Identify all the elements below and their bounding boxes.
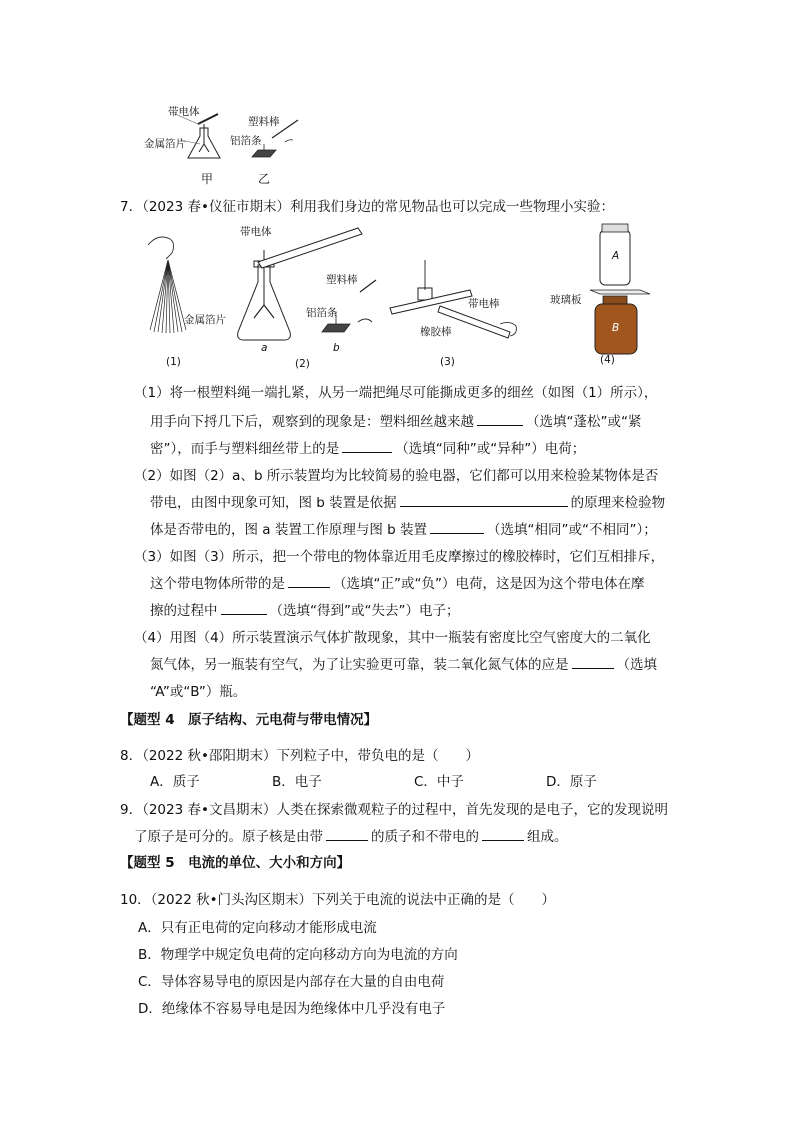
q7-blank-5[interactable] [288,574,330,588]
type4-heading: 【题型 4 原子结构、元电荷与带电情况】 [120,712,378,728]
top-label-jia: 甲 [201,172,214,186]
q7-p1-line3b: （选填“同种”或“异种”）电荷； [395,441,586,457]
q7-p4-line2b: （选填 [616,657,657,673]
top-figure [140,100,320,190]
q7-fig-charged-rod: 带电棒 [468,298,500,310]
q7-fig-foil-strip: 铝箔条 [306,307,338,319]
q8-stem: 8．（2022 秋•邵阳期末）下列粒子中，带负电的是（ ） [120,748,479,764]
q7-fig-sub-b: b [333,342,340,354]
q10-option-d[interactable]: D．绝缘体不容易导电是因为绝缘体中几乎没有电子 [138,1001,446,1017]
q7-p2-line2 [150,493,665,513]
q7-blank-4[interactable] [430,520,484,534]
top-label-foil-strip: 铝箔条 [230,135,262,147]
q9-blank-2[interactable] [482,827,524,841]
q7-fig-sub-a: a [261,342,268,354]
q7-p4-line2 [150,655,657,675]
q7-p4-line3: “A”或“B”）瓶。 [150,684,247,700]
top-label-plastic-rod: 塑料棒 [248,116,280,128]
q8-option-c[interactable]: C．中子 [414,774,464,790]
q7-p4-line2a: 氮气体，另一瓶装有空气，为了让实验更可靠，装二氧化氮气体的应是 [150,657,569,673]
q7-p2-line3b: （选填“相同”或“不相同”）； [487,522,657,538]
q8-option-a[interactable]: A．质子 [150,774,200,790]
q7-blank-7[interactable] [572,655,614,669]
q7-fig-metal-foil: 金属箔片 [184,314,226,326]
q7-p3-line3 [150,601,459,621]
q7-fig-bottle-a: A [612,250,620,262]
q10-option-a[interactable]: A．只有正电荷的定向移动才能形成电流 [138,920,377,936]
q7-p1-line3 [150,439,585,459]
top-label-metal-foil: 金属箔片 [144,138,186,150]
q9-line2a: 了原子是可分的。原子核是由带 [134,829,323,845]
q9-line2 [134,827,568,847]
top-label-yi: 乙 [258,172,271,186]
q7-fig-cap1: (1) [166,356,181,368]
q7-p3-line3a: 擦的过程中 [150,603,218,619]
q7-p4-line1: （4）用图（4）所示装置演示气体扩散现象，其中一瓶装有密度比空气密度大的二氧化 [134,630,651,646]
q7-figure-drawing [140,220,660,370]
q7-p2-line3a: 体是否带电的，图 a 装置工作原理与图 b 装置 [150,522,428,538]
q7-fig-cap3: (3) [440,356,455,368]
q7-fig-cap2: (2) [295,358,310,370]
q7-p2-line1: （2）如图（2）a、b 所示装置均为比较简易的验电器，它们都可以用来检验某物体是否 [134,468,659,484]
q10-option-c[interactable]: C．导体容易导电的原因是内部存在大量的自由电荷 [138,974,445,990]
q7-blank-1[interactable] [477,412,523,426]
q7-p2-line2a: 带电，由图中现象可知，图 b 装置是依据 [150,495,397,511]
q9-blank-1[interactable] [326,827,368,841]
q7-figure [140,220,660,370]
q9-line2b: 的质子和不带电的 [371,829,479,845]
q7-stem: 7．（2023 春•仪征市期末）利用我们身边的常见物品也可以完成一些物理小实验： [120,199,614,215]
q10-stem: 10．（2022 秋•门头沟区期末）下列关于电流的说法中正确的是（ ） [120,892,556,908]
q7-p2-line3 [150,520,657,540]
q7-fig-bottle-b: B [612,322,620,334]
q7-blank-2[interactable] [342,439,392,453]
q9-line2c: 组成。 [527,829,568,845]
q7-fig-rubber-rod: 橡胶棒 [420,326,452,338]
q9-line1: 9．（2023 春•文昌期末）人类在探索微观粒子的过程中，首先发现的是电子，它的发现说明 [120,802,668,818]
q7-p3-line2a: 这个带电物体所带的是 [150,576,285,592]
q7-p1-line3a: 密”），而手与塑料细丝带上的是 [150,441,340,457]
q7-p3-line1: （3）如图（3）所示，把一个带电的物体靠近用毛皮摩擦过的橡胶棒时，它们互相排斥， [134,549,665,565]
q7-fig-plastic-rod: 塑料棒 [326,274,358,286]
q8-option-b[interactable]: B．电子 [272,774,322,790]
q7-p3-line3b: （选填“得到”或“失去”）电子； [269,603,460,619]
q7-p3-line2b: （选填“正”或“负”）电荷，这是因为这个带电体在摩 [333,576,645,592]
top-label-charged-body: 带电体 [168,106,200,118]
q7-blank-3[interactable] [400,493,568,507]
q7-p1-line2a: 用手向下捋几下后，观察到的现象是：塑料细丝越来越 [150,414,474,430]
q8-option-d[interactable]: D．原子 [546,774,597,790]
type5-heading: 【题型 5 电流的单位、大小和方向】 [120,855,351,871]
q7-fig-glass-plate: 玻璃板 [550,294,582,306]
q7-p1-line2 [150,412,641,432]
q7-fig-cap4: (4) [600,354,615,366]
q7-p1-line1: （1）将一根塑料绳一端扎紧，从另一端把绳尽可能撕成更多的细丝（如图（1）所示）， [134,385,658,401]
q7-p2-line2b: 的原理来检验物 [570,495,666,511]
q7-blank-6[interactable] [221,601,267,615]
q7-p3-line2 [150,574,644,594]
q10-option-b[interactable]: B．物理学中规定负电荷的定向移动方向为电流的方向 [138,947,458,963]
q7-p1-line2b: （选填“蓬松”或“紧 [526,414,642,430]
q7-fig-charged-body: 带电体 [240,226,272,238]
